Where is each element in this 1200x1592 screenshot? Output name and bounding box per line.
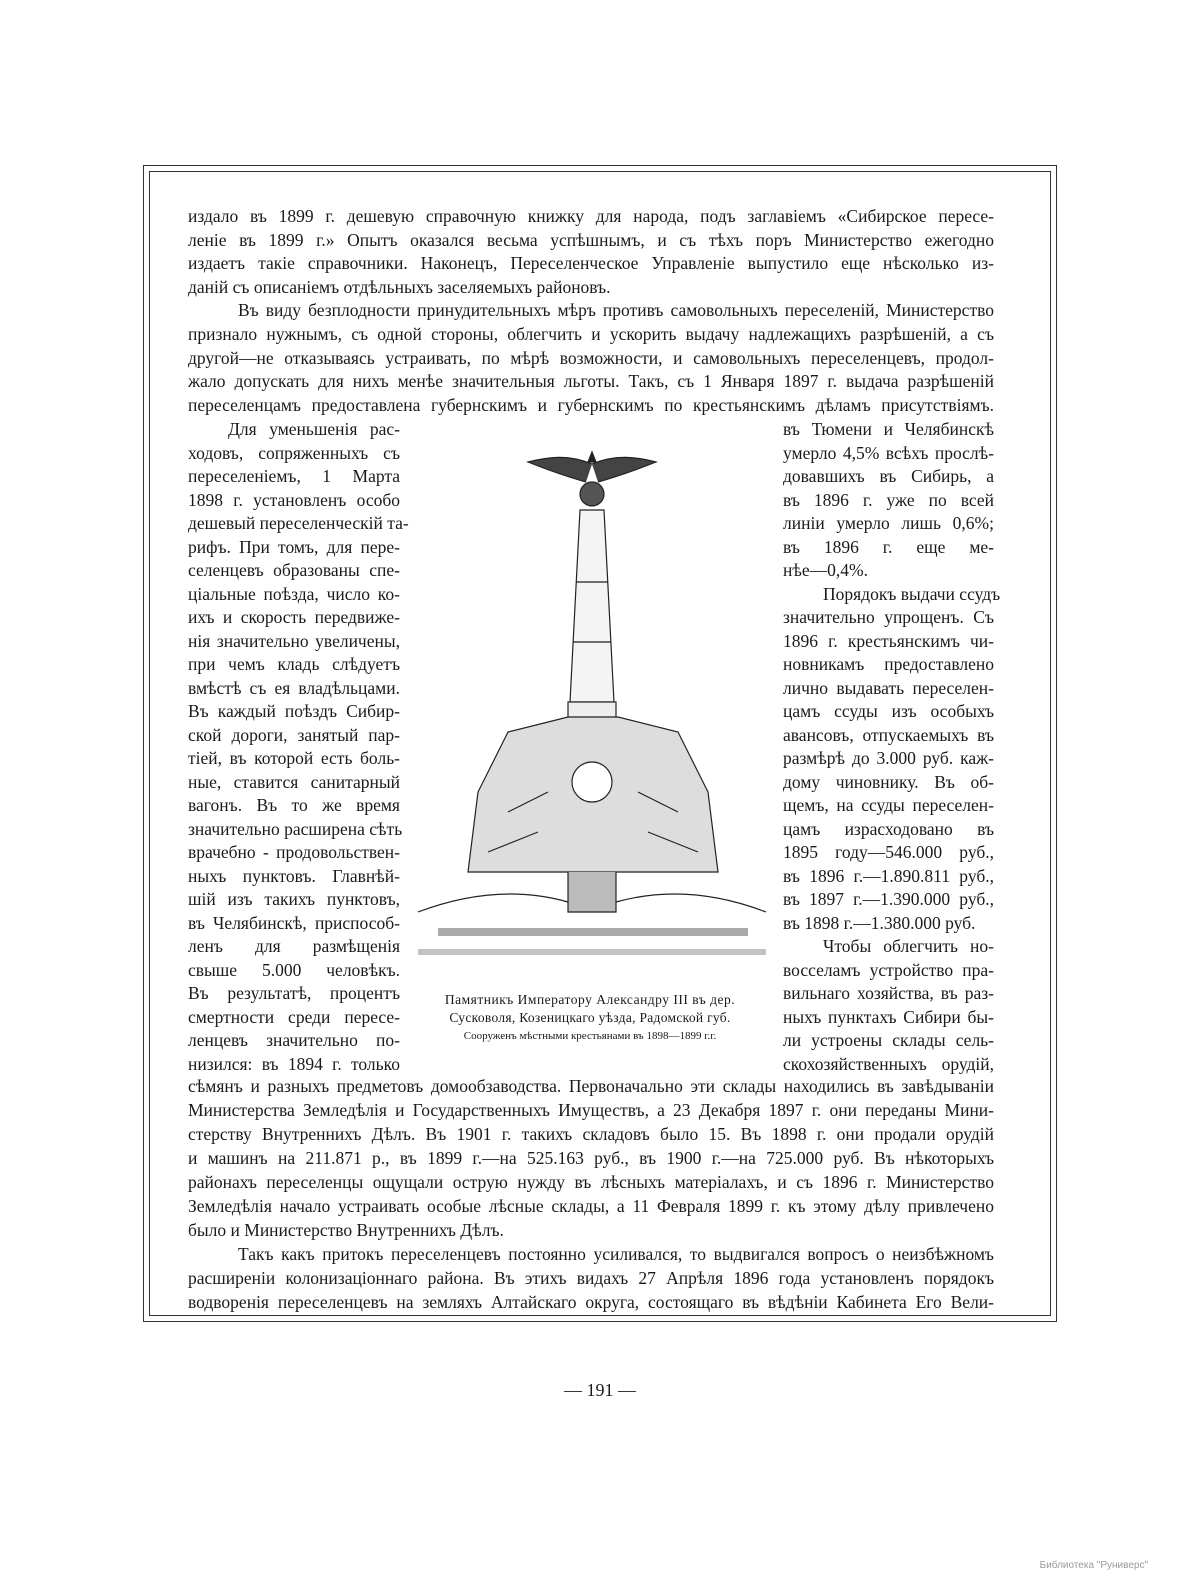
text-line: довавшихъ въ Сибирь, а	[783, 466, 994, 486]
text-line: рифъ. При томъ, для пере-	[188, 536, 400, 557]
text-line: ходовъ, сопряженныхъ съ	[188, 442, 400, 463]
figure-caption-location: Сусковоля, Козеницкаго уѣзда, Радомской губ.	[449, 1010, 731, 1025]
text-line: 1895 году—546.000 руб.,	[783, 842, 994, 862]
text-line: въ 1898 г.—1.380.000 руб.	[783, 912, 976, 933]
text-line: въ Тюмени и Челябинскѣ	[783, 419, 994, 439]
text-line: даній съ описаніемъ отдѣльныхъ заселяемыхъ районовъ.	[188, 276, 611, 297]
text-line: тіей, въ которой есть боль-	[188, 748, 400, 768]
text-line: въ 1897 г.—1.390.000 руб.,	[783, 889, 994, 909]
text-line: цамъ ссуды изъ особыхъ	[783, 701, 994, 721]
text-line: смертности среди пересе-	[188, 1006, 400, 1027]
text-line: вагонъ. Въ то же время	[188, 795, 400, 815]
text-line: ли устроены склады сель-	[783, 1030, 994, 1050]
text-line: дому чиновнику. Въ об-	[783, 771, 994, 792]
text-line: ныхъ пунктахъ Сибири бы-	[783, 1006, 994, 1027]
text-line: Въ виду безплодности принудительныхъ мѣръ противъ самовольныхъ переселеній, Министерство	[238, 300, 994, 321]
text-line: Чтобы облегчить но-	[823, 936, 994, 956]
text-line: низился: въ 1894 г. только	[188, 1053, 400, 1074]
text-line: Министерства Земледѣлія и Государственныхъ Имуществъ, а 23 Декабря 1897 г. они переданы Мини-	[188, 1100, 994, 1120]
text-line: щемъ, на ссуды переселен-	[783, 795, 994, 815]
text-line: размѣрѣ до 3.000 руб. каж-	[783, 748, 994, 768]
text-line: издало въ 1899 г. дешевую справочную книжку для народа, подъ заглавіемъ «Сибирское пересе-	[188, 206, 994, 226]
text-line: Для уменьшенія рас-	[228, 419, 400, 439]
text-line: Въ каждый поѣздъ Сибир-	[188, 701, 400, 721]
text-line: линіи умерло лишь 0,6%;	[783, 513, 994, 533]
text-line: Земледѣлія начало устраивать особые лѣсные склады, а 11 Февраля 1899 г. къ этому дѣлу привлечено	[188, 1196, 994, 1216]
text-line: другой—не отказываясь устраивать, по мѣрѣ возможности, и самовольныхъ переселенцевъ, продол-	[188, 347, 994, 368]
text-line: ихъ и скорость передвиже-	[188, 607, 400, 627]
text-line: значительно расширена сѣть	[188, 818, 403, 839]
text-line: ленцевъ значительно по-	[188, 1030, 400, 1050]
text-line: переселеніемъ, 1 Марта	[188, 466, 400, 486]
text-line: новникамъ предоставлено	[783, 654, 994, 674]
text-line: селенцевъ образованы спе-	[188, 560, 400, 580]
text-line: 1896 г. крестьянскимъ чи-	[783, 630, 994, 651]
text-line: ціальные поѣзда, число ко-	[188, 583, 400, 604]
text-line: въ 1896 г. еще ме-	[783, 536, 994, 557]
text-line: Порядокъ выдачи ссудъ	[823, 583, 1001, 604]
text-line: признало нужнымъ, съ одной стороны, облегчить и ускорить выдачу надлежащихъ разрѣшеній, а съ	[188, 324, 994, 344]
text-line: свыше 5.000 человѣкъ.	[188, 959, 400, 980]
text-line: издаетъ такіе справочники. Наконецъ, Переселенческое Управленіе выпустило еще нѣсколько из-	[188, 253, 994, 274]
text-line: 1898 г. установленъ особо	[188, 489, 400, 510]
text-line: лично выдавать переселен-	[783, 677, 994, 698]
figure-caption-note: Сооруженъ мѣстными крестьянами въ 1898—1899 г.г.	[463, 1030, 717, 1042]
text-line: въ Челябинскѣ, приспособ-	[188, 912, 400, 933]
text-line: ные, ставится санитарный	[188, 771, 400, 792]
text-line: было и Министерство Внутреннихъ Дѣлъ.	[188, 1220, 504, 1240]
text-line: дешевый переселенческій та-	[188, 513, 409, 533]
text-line: ныхъ пунктовъ. Главнѣй-	[188, 865, 400, 886]
text-line: водворенія переселенцевъ на земляхъ Алтайскаго округа, состоящаго въ вѣдѣніи Кабинета Его Вели-	[188, 1292, 994, 1312]
text-line: въ 1896 г. уже по всей	[783, 489, 994, 510]
text-line: ленъ для размѣщенія	[188, 936, 400, 956]
library-watermark: Библиотека "Руниверс"	[1039, 1560, 1148, 1571]
text-line: въ 1896 г.—1.890.811 руб.,	[783, 865, 994, 886]
text-line: значительно упрощенъ. Съ	[783, 607, 994, 627]
text-line: умерло 4,5% всѣхъ прослѣ-	[783, 442, 994, 463]
text-line: районахъ переселенцы ощущали острую нужду въ лѣсныхъ матеріалахъ, и съ 1896 г. Министерство	[188, 1172, 994, 1192]
text-line: Въ результатѣ, процентъ	[188, 983, 400, 1003]
figure-caption-title: Памятникъ Императору Александру III въ дер.	[444, 992, 736, 1007]
text-line: Такъ какъ притокъ переселенцевъ постоянно усиливался, то выдвигался вопросъ о неизбѣжномъ	[238, 1244, 994, 1264]
text-line: шій изъ такихъ пунктовъ,	[188, 889, 400, 909]
text-line: нія значительно увеличены,	[188, 630, 400, 651]
text-line: восселамъ устройство пра-	[783, 959, 994, 980]
monument-illustration	[418, 432, 766, 962]
text-line: жало допускать для нихъ менѣе значительныя льготы. Такъ, съ 1 Января 1897 г. выдача разрѣшеній	[188, 371, 994, 392]
text-line: вильнаго хозяйства, въ раз-	[783, 983, 994, 1003]
text-line: врачебно - продовольствен-	[188, 842, 400, 862]
text-line: переселенцамъ предоставлена губернскимъ и губернскимъ по крестьянскимъ дѣламъ присутствіямъ.	[188, 394, 994, 415]
text-line: сѣмянъ и разныхъ предметовъ домообзаводства. Первоначально эти склады находились въ завѣдываніи	[188, 1076, 994, 1096]
text-line: скохозяйственныхъ орудій,	[783, 1053, 994, 1074]
text-line: леніе въ 1899 г.» Опытъ оказался весьма успѣшнымъ, и съ тѣхъ поръ Министерство ежегодно	[188, 229, 994, 250]
text-line: цамъ израсходовано въ	[783, 818, 994, 839]
text-line: расширеніи колонизаціоннаго района. Въ этихъ видахъ 27 Апрѣля 1896 года установленъ порядокъ	[188, 1268, 994, 1288]
text-line: авансовъ, отпускаемыхъ въ	[783, 724, 994, 745]
text-line: и машинъ на 211.871 р., въ 1899 г.—на 525.163 руб., въ 1900 г.—на 725.000 руб. Въ нѣкоторыхъ	[188, 1148, 994, 1168]
text-line: стерству Внутреннихъ Дѣлъ. Въ 1901 г. такихъ складовъ было 15. Въ 1898 г. они продали орудій	[188, 1124, 994, 1144]
text-line: вмѣстѣ съ ея владѣльцами.	[188, 677, 400, 698]
text-line: ской дороги, занятый пар-	[188, 724, 400, 745]
text-line: нѣе—0,4%.	[783, 560, 868, 580]
page-number: — 191 —	[564, 1380, 636, 1400]
text-line: при чемъ кладь слѣдуетъ	[188, 654, 400, 674]
